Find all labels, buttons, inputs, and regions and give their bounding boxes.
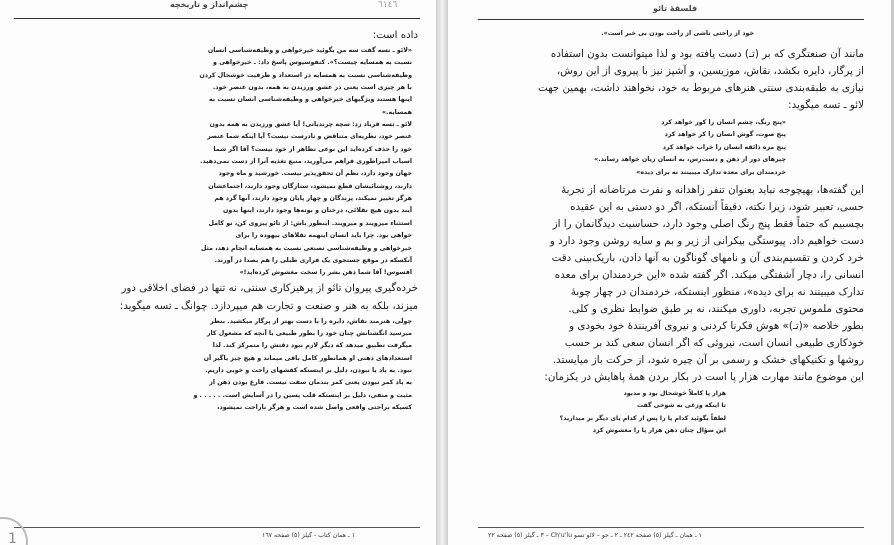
poem-line: هزار پا کاملاً خوشحال بود و مدبود — [623, 390, 726, 398]
poem-line: «پنج رنگ، چشم انسان را کور خواهد کرد — [661, 119, 786, 126]
right-footnote: ١ ـ همان ـ گیلز (٥) صفحه ٢٤٢ ـ ٢ ـ جو – لائو تسو Ch'u'lu – ٣ ـ گیلز (٥) صفحه ٢٢ — [488, 532, 702, 539]
quote-line: همسایه.» — [381, 108, 412, 116]
left-footnote: ١ ـ همان کتاب - گیلز (٥) صفحه ١٦٧ — [262, 532, 356, 539]
quote-line: افسوس! آقا شما ذهن بشر را سخت مغشوش کرده‌اید!» — [239, 269, 412, 277]
left-foot-rule — [14, 527, 420, 528]
left-corner-number: ٦١٤٦ — [378, 0, 398, 10]
quote-line: دارند، روشنائیشان قطع نمیشود، ستارگان وجود دارند، اجتماعشان — [208, 182, 412, 190]
right-foot-rule — [478, 527, 864, 528]
body-line: مانند آن صنعتگری که بر (تـ) دست یافته بود و لذا میتوانست بدون استفاده — [550, 48, 864, 60]
body-line: خرد کردن و تقسیم‌بندی آن و نامهای گوناگون به آنها دادن، باریک‌بینی دقت — [551, 252, 864, 265]
book-gutter — [437, 0, 447, 545]
quote-line: آیند بدون هیچ تقلائی، درختان و بوته‌ها وجود دارند، اینها بدون — [222, 207, 412, 215]
quote-line: میگرفت تطبیق میدهد که دیگر لازم نبود دقتش را متمرکز کند. لذا — [212, 342, 412, 350]
left-text-column — [40, 27, 418, 414]
body-line: این گفته‌ها، بهیچوجه نباید بعنوان تنفر زاهدانه و نفرت مرتاضانه از تجربهٔ — [561, 184, 864, 197]
quote-line: نسبت به همسایه چیست؟». کنفوسیوس پاسخ داد: ـ خیرخواهی و — [213, 59, 412, 67]
body-line: خودکاری طبیعی انسان است، نیروئی که اگر انسان سعی کند بر حسب — [564, 337, 864, 350]
quote-line: جهان وجود دارد، نظم آن تحقق‌پذیر نیست. خورشید و ماه وجود — [218, 170, 412, 178]
right-paragraph-1 — [476, 46, 864, 114]
poem-line: تا اینکه وزغی به شوخی گفت — [637, 402, 726, 410]
body-line: بچسبیم که حتماً فقط پنج رنگ اصلی وجود دارد، حساسیت دیدگانمان را از — [552, 218, 864, 231]
right-page — [447, 0, 894, 545]
quote-line: هرگز تغییر نمیکند، پرندگان و چهار پایان وجود دارند، آنها گرد هم — [214, 195, 412, 203]
left-running-head: چشم‌انداز و تاریخچه — [170, 0, 249, 9]
body-line: تدارک میبینند نه برای دیده»، منظور اینستکه، خردمندان در چهار چوبهٔ — [570, 286, 864, 299]
body-line: محتوی ملموس تجربه، داوری میکنند، نه بر طبق ضوابط نظری و کلی. — [568, 303, 864, 316]
quote-line: استثناء میرویند و میرویند. اینطور باش: از تائو پیروی کن، تو کامل — [208, 219, 412, 227]
body-line: انسانی را، دچار آشفتگی میکند. اگر گفته شده «این خردمندان برای معده — [554, 269, 864, 282]
quote-line: به یاد کمر نبودن یعنی کمر بندمان سفت نیست. فارغ بودن ذهن از — [209, 379, 412, 387]
body-line: دست خواهیم داد. پیوستگی بیکرانی از زیر و بم و سایه روشن وجود دارد و — [549, 235, 864, 248]
right-paragraph-2 — [476, 182, 864, 386]
body-line: نیازی به طبقه‌بندی سنتی هنرهای مربوط به خود، نخواهند داشت، بهمین جهت — [537, 82, 864, 94]
right-poem — [476, 117, 864, 179]
poem-line: پنج صوت، گوش انسان را کر خواهد کرد — [664, 131, 786, 139]
quote-line: نبود. به پاد یا نبودن، دلیل بر اینستکه کفشهای راحت و خوبی داریم. — [205, 366, 412, 374]
body-line: این موضوع مانند مهارت هزار پا است در بکار بردن همهٔ پاهایش در یکزمان: — [544, 371, 864, 384]
quote-line: خیرخواهی و وظیفه‌شناسی تصنعی نسبت به همسایه انجام دهد، مثل — [200, 244, 412, 252]
poem-line: چیزهای دور از ذهن و دست‌رس، به انسان زیان خواهد رساند.» — [594, 156, 786, 164]
poem-line: این سؤال چنان ذهن هزار پا را مغشوش کرد — [592, 426, 726, 434]
quote-line: با هر چیزی است یعنی در عشق ورزیدن به همه، بدون عنصر خود. — [212, 84, 412, 92]
quote-line: میرسید انگشتانش چنان خود را بطور طبیعی با آنچه که مشغول کار — [206, 329, 412, 337]
body-line: لائو ـ تسه میگوید: — [788, 99, 864, 111]
body-line: از پرگار، دایره بکشد، نقاش، موزیسین، و آشپز نیز با پیروی از این روش، — [556, 65, 864, 77]
quote-line: اینها هستند ویژگیهای خیرخواهی و وظیفه‌شناسی انسان نسبت به — [208, 96, 412, 104]
right-running-head: فلسفهٔ تائو — [653, 4, 698, 13]
left-page — [0, 0, 437, 545]
left-quote-block — [52, 45, 412, 280]
ring-number: 1 — [8, 531, 17, 545]
quote-line: «لائو ـ تسه گفت سه من بگوئید خیرخواهی و وظیفه‌شناسی انسان — [207, 47, 412, 54]
left-intro: داده است: — [372, 30, 418, 41]
body-line: خرده‌گیری پیروان تائو از پرهیزکاری سنتی، نه تنها در فضای اخلاقی دور — [121, 282, 418, 294]
quote-line: لائو ـ تسه فریاد زد: سچه چرندیاتی! آیا عشق ورزیدن به همه بدون — [209, 121, 412, 129]
left-head-rule — [14, 18, 420, 19]
left-body-paragraph — [18, 280, 418, 316]
body-line: روشها و تکنیکهای خشک و رسمی بر آن چیره شود، از حرکت باز میایستد. — [552, 354, 864, 367]
poem-line: خردمندان برای معده تدارک میبینند نه برای دیده» — [636, 168, 786, 176]
right-text-column — [476, 28, 864, 437]
quote-line: کسیکه براحتی واقعی واصل شده است و هرگز ناراحت نمیشود، — [217, 403, 412, 411]
right-lead: خود از راحتی ناشی از راحت بودن بی خبر است». — [601, 30, 754, 37]
right-poem-2 — [476, 388, 864, 437]
body-line: بطور خلاصه «(تـ)» هوش فکرنا کردنی و نیروی آفرینندهٔ خود بخودی و — [569, 320, 864, 333]
body-line: حسی، تعبیر شود، زیرا نکته، دقیقاً آنستکه، اگر دو دستی به این عقیده — [570, 201, 864, 214]
quote-line: آنکسکه در موقع جستجوی یک فراری طبلی را هم بصدا در آورند. — [214, 256, 412, 264]
quote-line: خواهی بود. چرا باید انسان اینهمه تقلاهای بیهوده را برای — [235, 232, 412, 240]
quote-line: مثبت و منفی، دلیل بر اینستکه قلب پسین را در آسایش است. . . . . . و — [193, 391, 412, 399]
poem-line: پنج مزه ذائقه انسان را خراب خواهد کرد — [662, 143, 786, 151]
quote-line: خود را حذف کرده‌اید این نوعی تظاهر از خود نیست؟ آقا اگر شما — [213, 145, 412, 153]
quote-line: اسباب امپراطوری فراهم می‌آورید، منبع تغذیه آنرا از دست نمی‌دهید. — [200, 158, 412, 166]
quote-line: استعدادهای ذهنی او همانطور کامل باقی میماند و هیچ چیز یاگیر آن — [203, 354, 412, 362]
right-head-rule — [478, 19, 864, 20]
quote-line: چولی، هنرمند نقاش، دایره را با دست بهتر از پرگار میکشید. بنظر — [210, 317, 412, 325]
left-quote-block-2 — [52, 316, 412, 415]
body-line: میزند، بلکه به هنر و صنعت و تجارت هم میپردازد. چوانگ ـ تسه میگوید: — [119, 300, 418, 312]
binder-ring-mark — [0, 517, 28, 545]
quote-line: وظیفه‌شناسی نسبت به همسایه در استعداد و ظرفیت خوشحال کردن — [199, 71, 412, 79]
quote-line: عنصر خود، نظریه‌ای متناقض و نادرست نیست؟ آیا اینکه شما عنصر — [207, 133, 412, 141]
poem-line: لطفاً بگوئید کدام پا را پس از کدام پای دیگر بر میدارید؟ — [559, 414, 726, 422]
